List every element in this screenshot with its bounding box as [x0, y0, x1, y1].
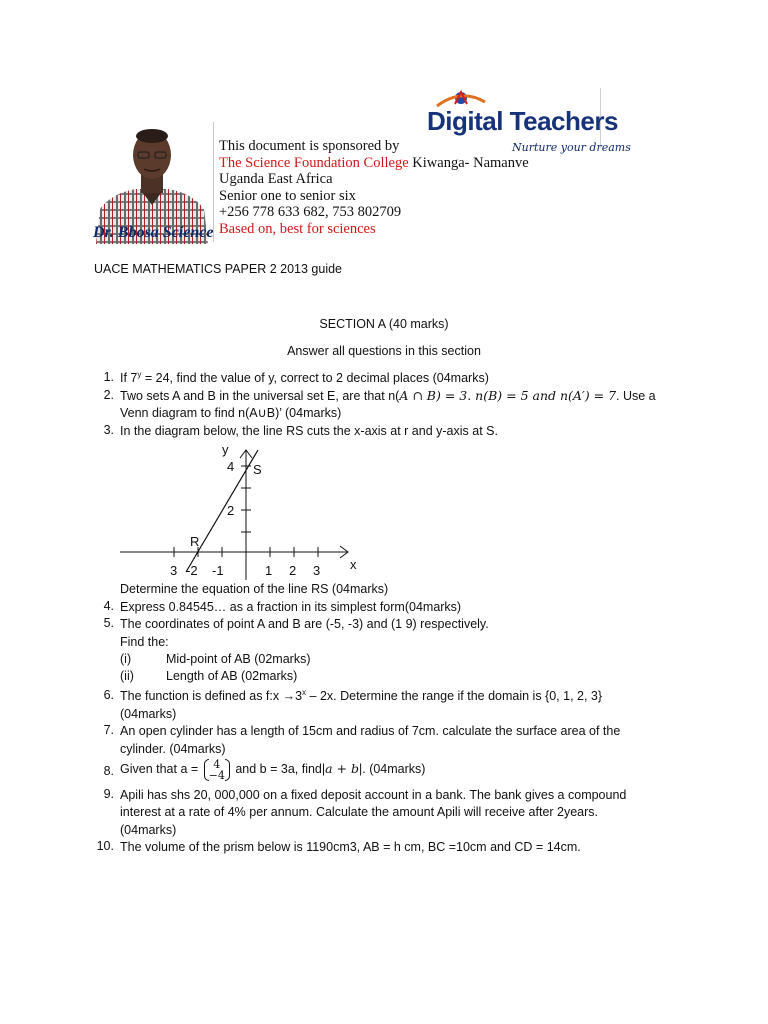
question-9: Apili has shs 20, 000,000 on a fixed deposit account in a bank. The bank gives a compound [120, 788, 627, 802]
question-number: 8. [103, 764, 114, 778]
question-2-line2: Venn diagram to find n(A∪B)’ (04marks) [120, 406, 342, 420]
question-7: An open cylinder has a length of 15cm and radius of 7cm. calculate the surface area of the [120, 724, 621, 738]
photo-caption: Dr. Bbosa Science [93, 224, 214, 241]
question-3-task: Determine the equation of the line RS (04marks) [120, 582, 389, 596]
sponsor-phone: +256 778 633 682, 753 802709 [219, 204, 402, 221]
question-number: 9. [103, 787, 114, 801]
q8-math: a + b [325, 761, 359, 776]
college-name: The Science Foundation College [219, 154, 409, 171]
q2-math-eq: ) = 3. [435, 388, 476, 403]
q1-exponent: y [137, 370, 142, 379]
q6-text: The function is defined as f:x →3 [120, 689, 303, 703]
line-rs-diagram [114, 440, 364, 580]
question-9-line2: interest at a rate of 4% per annum. Calculate the amount Apili will receive after 2years. [120, 805, 599, 819]
question-6-line2: (04marks) [120, 707, 177, 721]
q8-text-tail: |. (04marks) [359, 762, 426, 776]
logo-tagline: Nurture your dreams [512, 141, 631, 154]
sponsor-line: Senior one to senior six [219, 187, 356, 204]
question-number: 7. [103, 723, 114, 737]
question-number: 1. [103, 370, 114, 384]
question-number: 6. [103, 688, 114, 702]
question-3: In the diagram below, the line RS cuts the x-axis at r and y-axis at S. [120, 424, 498, 438]
sponsor-slogan: Based on, best for sciences [219, 220, 376, 237]
question-5: The coordinates of point A and B are (-5, -3) and (1 9) respectively. [120, 617, 489, 631]
q8-text: Given that a = [120, 762, 202, 776]
q6-exponent: x [302, 688, 307, 697]
q2-text: Two sets A and B in the universal set E, are that n( [120, 389, 400, 403]
x-tick-label: 1 [265, 563, 273, 578]
q1-text-rest: = 24, find the value of y, correct to 2 decimal places (04marks) [141, 371, 489, 385]
question-6 [120, 688, 602, 707]
question-number: 3. [103, 423, 114, 437]
question-1 [120, 370, 489, 389]
q2-math-counts: n(B) = 5 and n(A′) = 7 [475, 388, 617, 403]
question-number: 10. [96, 839, 114, 853]
question-2 [120, 387, 656, 406]
x-tick-label: 2 [289, 563, 297, 578]
y-tick-label: 2 [227, 503, 235, 518]
section-title: SECTION A (40 marks) [319, 317, 449, 331]
question-8 [120, 757, 425, 781]
q6-text-rest: – 2x. Determine the range if the domain is {0, 1, 2, 3} [306, 689, 603, 703]
subpart-label: (ii) [120, 669, 134, 683]
q8-vector [204, 759, 230, 781]
subpart-text: Length of AB (02marks) [166, 669, 298, 683]
question-4: Express 0.84545… as a fraction in its simplest form(04marks) [120, 600, 462, 614]
point-r-label: R [190, 534, 200, 549]
x-tick-label: 3 [313, 563, 321, 578]
subpart-text: Mid-point of AB (02marks) [166, 652, 311, 666]
y-axis-label: y [222, 442, 229, 457]
question-5-find: Find the: [120, 635, 169, 649]
sponsor-line: Uganda East Africa [219, 171, 333, 188]
q8-vector-bottom: −4 [208, 768, 225, 782]
x-tick-label: -2 [186, 563, 198, 578]
subpart-label: (i) [120, 652, 132, 666]
question-10: The volume of the prism below is 1190cm3, AB = h cm, BC =10cm and CD = 14cm. [120, 840, 581, 854]
question-number: 5. [103, 616, 114, 630]
x-tick-label: -1 [212, 563, 224, 578]
college-location: Kiwanga- Namanve [408, 154, 529, 171]
sponsor-line: This document is sponsored by [219, 138, 400, 154]
q2-text-tail: . Use a [616, 389, 656, 403]
question-number: 2. [103, 388, 114, 402]
y-tick-label: 4 [227, 459, 235, 474]
q1-text: If 7 [120, 371, 138, 385]
logo-title: Digital Teachers [427, 106, 618, 136]
question-9-line3: (04marks) [120, 823, 177, 837]
header-divider [213, 122, 214, 242]
question-number: 4. [103, 599, 114, 613]
q8-vector-top: 4 [213, 757, 221, 771]
x-tick-label: 3 [170, 563, 178, 578]
q8-text-mid: and b = 3a, find| [231, 762, 326, 776]
document-title: UACE MATHEMATICS PAPER 2 2013 guide [94, 262, 343, 276]
section-instruction: Answer all questions in this section [287, 344, 481, 358]
x-axis-label: x [350, 557, 357, 572]
point-s-label: S [253, 462, 262, 477]
question-7-line2: cylinder. (04marks) [120, 742, 226, 756]
q2-math-intersection: A ∩ B [399, 388, 436, 403]
